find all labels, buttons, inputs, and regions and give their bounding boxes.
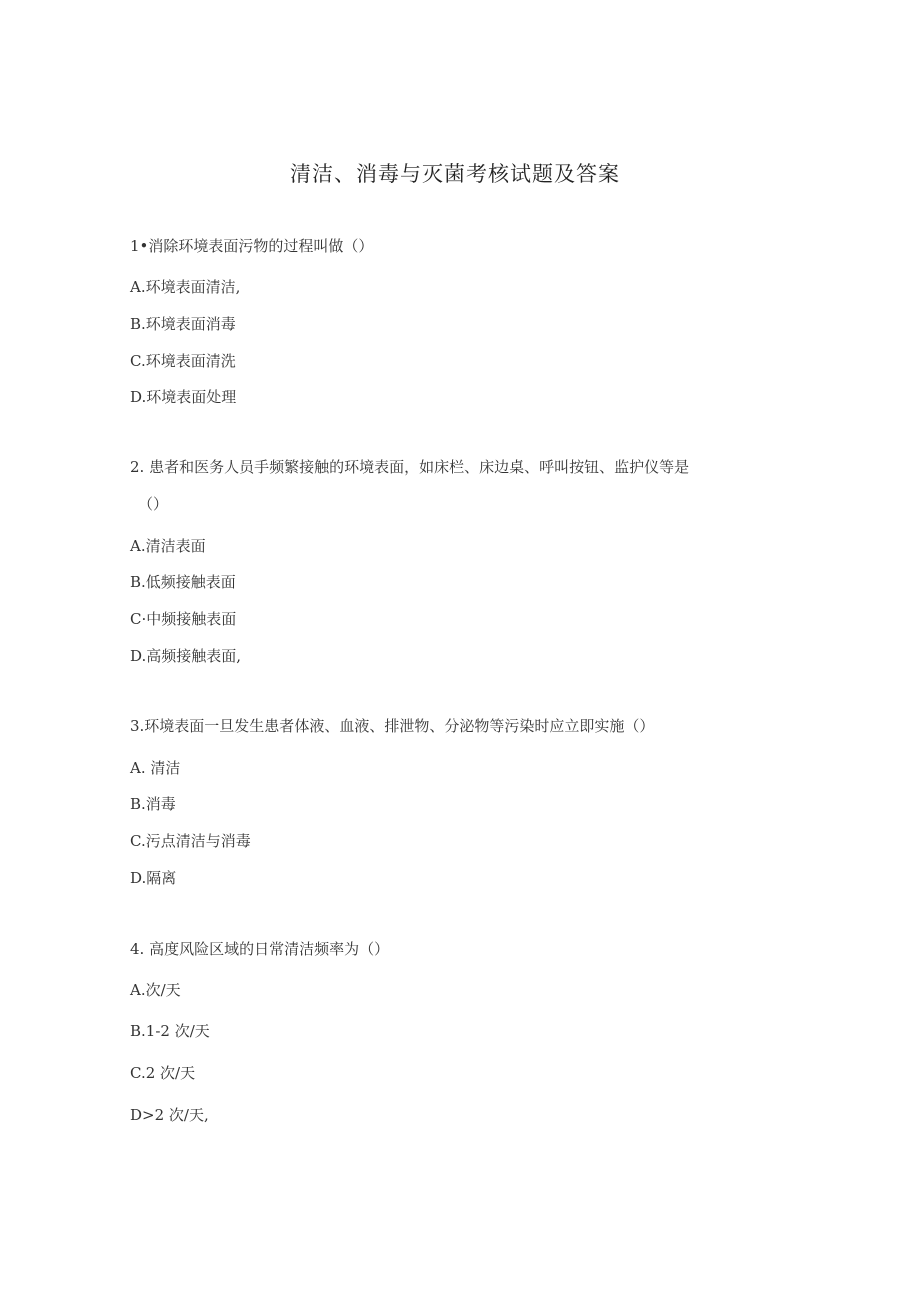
- question-2-stem: 2. 患者和医务人员手频繁接触的环境表面，如床栏、床边桌、呼叫按钮、监护仪等是: [130, 458, 690, 476]
- question-2-option-a: A.清洁表面: [130, 537, 206, 555]
- question-2-option-c: C·中频接触表面: [130, 610, 237, 628]
- question-2-option-b: B.低频接触表面: [130, 573, 236, 591]
- page-title: 清洁、消毒与灭菌考核试题及答案: [290, 162, 620, 186]
- question-4-option-b: B.1-2 次/天: [130, 1022, 210, 1040]
- question-4-stem: 4. 高度风险区域的日常清洁频率为（）: [130, 940, 390, 958]
- question-3-stem: 3.环境表面一旦发生患者体液、血液、排泄物、分泌物等污染时应立即实施（）: [130, 717, 655, 735]
- question-2-stem-continuation: （）: [138, 495, 169, 513]
- question-1-stem: 1•消除环境表面污物的过程叫做（）: [130, 237, 374, 255]
- question-3-option-c: C.污点清洁与消毒: [130, 832, 251, 850]
- question-1-option-b: B.环境表面消毒: [130, 315, 236, 333]
- question-1-option-a: A.环境表面清洁,: [130, 278, 241, 296]
- question-3-option-d: D.隔离: [130, 869, 177, 887]
- question-4-option-c: C.2 次/天: [130, 1064, 196, 1082]
- question-3-option-b: B.消毒: [130, 795, 176, 813]
- question-4-option-d: D>2 次/天,: [130, 1106, 209, 1124]
- question-3-option-a: A. 清洁: [130, 759, 181, 777]
- question-1-option-d: D.环境表面处理: [130, 388, 237, 406]
- question-1-option-c: C.环境表面清洗: [130, 352, 236, 370]
- question-4-option-a: A.次/天: [130, 981, 181, 999]
- question-2-option-d: D.高频接触表面,: [130, 647, 242, 665]
